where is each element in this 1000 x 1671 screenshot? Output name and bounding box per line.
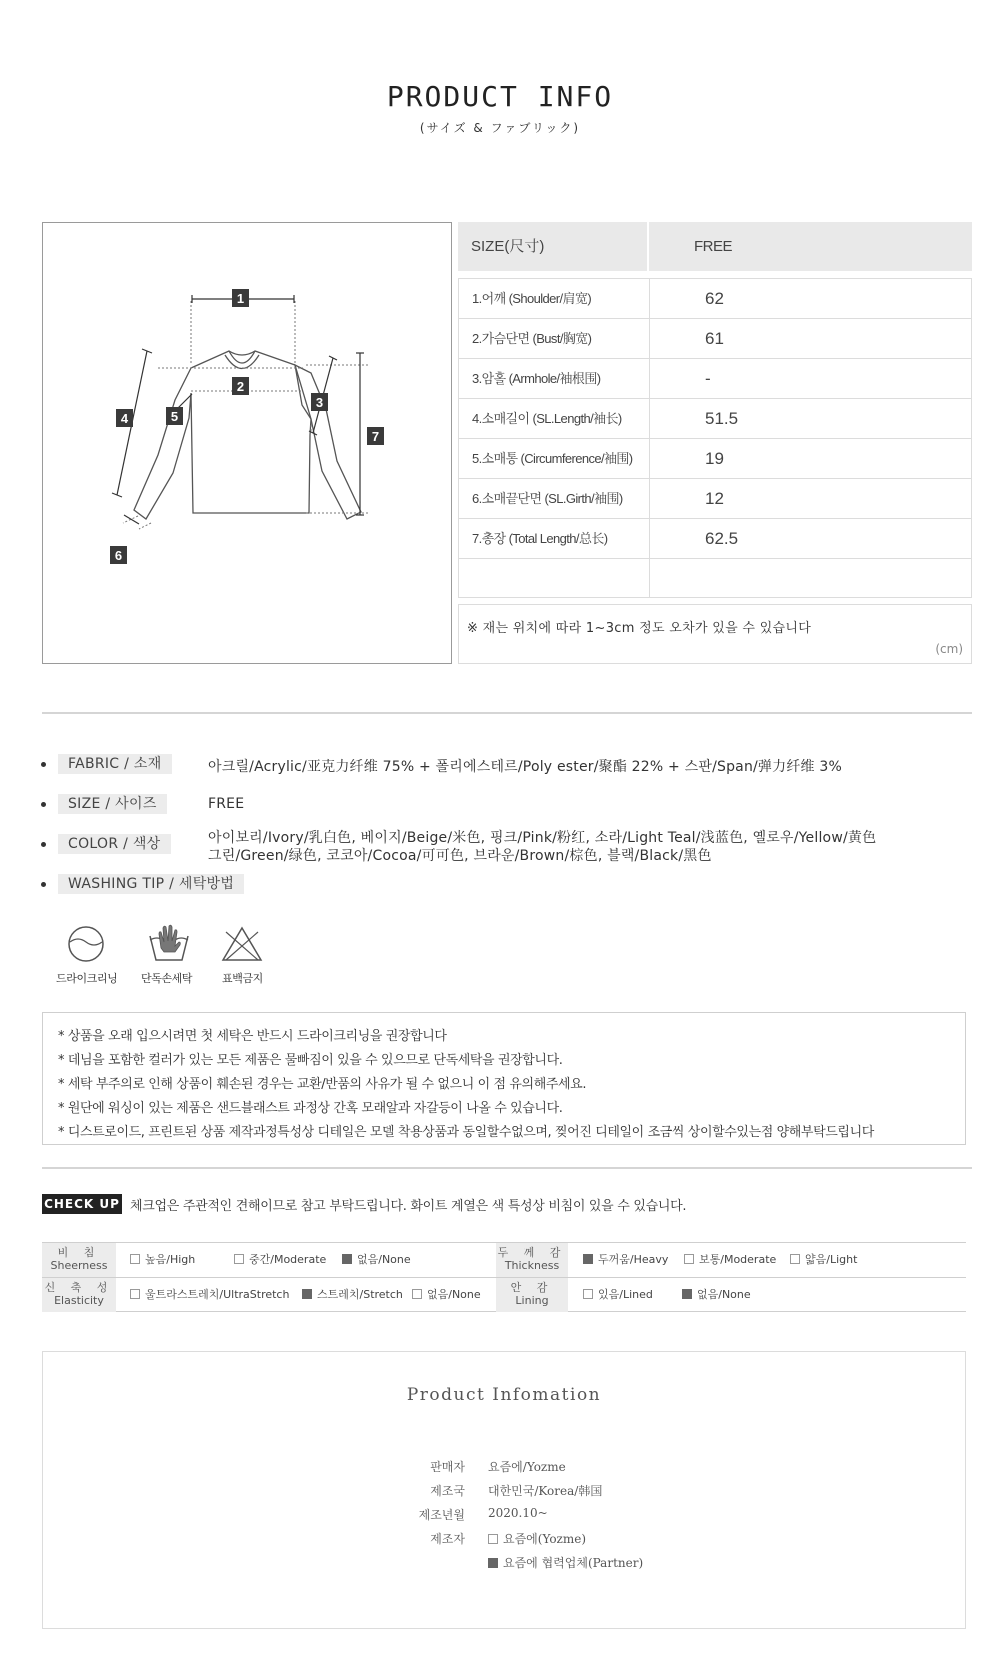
check-up-badge: CHECK UP — [42, 1194, 122, 1214]
sheerness-option-moderate: 중간/Moderate — [234, 1243, 326, 1277]
table-row — [458, 438, 972, 478]
no-bleach-icon — [220, 924, 264, 964]
sweater-outline-illustration — [43, 223, 451, 663]
checkbox-icon — [488, 1534, 498, 1544]
thickness-option-moderate: 보통/Moderate — [684, 1243, 776, 1277]
maker-key: 제조자 — [430, 1532, 465, 1546]
table-row — [458, 398, 972, 438]
size-table-header — [458, 222, 972, 271]
elasticity-label-en: Elasticity — [54, 1294, 104, 1307]
marker-4-label: 4 — [120, 411, 129, 426]
table-row — [458, 518, 972, 558]
checkbox-icon — [684, 1254, 694, 1264]
marker-2-label: 2 — [236, 379, 245, 394]
checkbox-icon — [234, 1254, 244, 1264]
care-note: * 원단에 워싱이 있는 제품은 샌드블래스트 과정상 간혹 모래알과 자갈등이 나올 수 있습니다. — [58, 1101, 563, 1116]
size-row-value: 19 — [705, 449, 724, 468]
elasticity-label — [42, 1278, 116, 1312]
lining-label-en: Lining — [515, 1294, 549, 1307]
checkbox-icon — [130, 1254, 140, 1264]
lining-option-none: 없음/None — [682, 1278, 751, 1312]
size-row-label: 4.소매길이 (SL.Length/袖长) — [459, 399, 650, 438]
size-row-value: 61 — [705, 329, 724, 348]
page-subtitle: (サイズ & ファブリック) — [419, 121, 581, 135]
checkbox-icon — [790, 1254, 800, 1264]
size-header-free: FREE — [694, 238, 733, 255]
size-row-value: 62 — [705, 289, 724, 308]
divider — [42, 712, 972, 714]
checkbox-icon — [412, 1289, 422, 1299]
size-row-label: 1.어깨 (Shoulder/肩宽) — [459, 279, 650, 318]
check-up-table — [42, 1242, 966, 1312]
table-row — [458, 278, 972, 318]
size-row-value: 62.5 — [705, 529, 739, 548]
elasticity-label-ko: 신 축 성 — [44, 1281, 114, 1294]
no-bleach-label: 표백금지 — [222, 972, 263, 985]
table-row — [458, 358, 972, 398]
sheerness-option-high: 높음/High — [130, 1243, 195, 1277]
size-row-label: 7.총장 (Total Length/总长) — [459, 519, 650, 558]
measurement-note: ※ 재는 위치에 따라 1~3cm 정도 오차가 있을 수 있습니다 — [467, 621, 812, 636]
size-row-value: 51.5 — [705, 409, 739, 428]
date-key: 제조년월 — [418, 1508, 465, 1522]
maker-option-partner: 요즘에 협력업체(Partner) — [488, 1554, 643, 1571]
country-key: 제조국 — [430, 1484, 465, 1498]
thickness-option-heavy: 두꺼움/Heavy — [583, 1243, 668, 1277]
product-information-box — [42, 1351, 966, 1629]
date-value: 2020.10~ — [488, 1506, 548, 1520]
sheerness-label — [42, 1243, 116, 1277]
product-information-title: Product Infomation — [406, 1385, 602, 1405]
color-value-line1: 아이보리/Ivory/乳白色, 베이지/Beige/米色, 핑크/Pink/粉红, 소라/Light Teal/浅蓝色, 옐로우/Yellow/黄色 — [208, 830, 877, 846]
checkbox-checked-icon — [583, 1254, 593, 1264]
seller-key: 판매자 — [430, 1460, 465, 1474]
marker-6-label: 6 — [114, 548, 123, 563]
measurement-unit: (cm) — [935, 642, 963, 656]
diagram-markers — [110, 289, 384, 564]
color-value-line2: 그린/Green/绿色, 코코아/Cocoa/可可色, 브라운/Brown/棕色, 블랙/Black/黑色 — [208, 848, 712, 864]
sheerness-label-ko: 비 침 — [57, 1246, 101, 1259]
dry-clean-icon — [66, 924, 106, 964]
bullet-icon — [41, 882, 46, 887]
table-row — [458, 318, 972, 358]
hand-wash-label: 단독손세탁 — [141, 972, 193, 985]
thickness-option-light: 얇음/Light — [790, 1243, 857, 1277]
sheerness-label-en: Sheerness — [50, 1259, 108, 1272]
size-value: FREE — [208, 796, 245, 812]
bullet-icon — [41, 762, 46, 767]
table-row — [458, 478, 972, 518]
checkbox-icon — [583, 1289, 593, 1299]
bullet-icon — [41, 802, 46, 807]
maker-option-yozme: 요즘에(Yozme) — [488, 1530, 586, 1547]
country-value: 대한민국/Korea/韩国 — [488, 1484, 603, 1498]
lining-label-ko: 안 감 — [510, 1281, 554, 1294]
care-note: * 데님을 포함한 컬러가 있는 모든 제품은 물빠짐이 있을 수 있으므로 단독세탁을 권장합니다. — [58, 1053, 563, 1068]
care-note: * 세탁 부주의로 인해 상품이 훼손된 경우는 교환/반품의 사유가 될 수 없으니 이 점 유의해주세요. — [58, 1077, 587, 1092]
size-row-label: 6.소매끝단면 (SL.Girth/袖围) — [459, 479, 650, 518]
washing-tip-tag: WASHING TIP / 세탁방법 — [58, 874, 244, 894]
elasticity-option-stretch: 스트레치/Stretch — [302, 1278, 403, 1312]
size-row-label: 2.가슴단면 (Bust/胸宽) — [459, 319, 650, 358]
size-row-label: 5.소매통 (Circumference/袖围) — [459, 439, 650, 478]
checkbox-checked-icon — [342, 1254, 352, 1264]
size-row-label — [459, 559, 650, 597]
checkbox-checked-icon — [682, 1289, 692, 1299]
size-row-value: - — [705, 369, 711, 388]
measurement-note-box — [458, 604, 972, 664]
size-tag: SIZE / 사이즈 — [58, 794, 167, 814]
marker-5-label: 5 — [170, 409, 179, 424]
color-tag: COLOR / 색상 — [58, 834, 171, 854]
divider — [42, 1167, 972, 1169]
page-title: PRODUCT INFO — [386, 80, 614, 113]
marker-1-label: 1 — [236, 291, 245, 306]
bullet-icon — [41, 842, 46, 847]
thickness-label — [496, 1243, 568, 1277]
size-diagram — [42, 222, 452, 664]
size-header-label: SIZE(尺寸) — [458, 222, 649, 271]
checkbox-checked-icon — [488, 1558, 498, 1568]
size-table-bottom-border — [458, 597, 972, 598]
check-up-text: 체크업은 주관적인 견해이므로 참고 부탁드립니다. 화이트 계열은 색 특성상 비침이 있을 수 있습니다. — [130, 1199, 687, 1214]
elasticity-option-ultrastretch: 울트라스트레치/UltraStretch — [130, 1278, 289, 1312]
lining-label — [496, 1278, 568, 1312]
hand-wash-icon — [147, 922, 191, 964]
thickness-label-en: Thickness — [504, 1259, 560, 1272]
care-note: * 디스트로이드, 프린트된 상품 제작과정특성상 디테일은 모델 착용상품과 동일할수없으며, 찢어진 디테일이 조금씩 상이할수있는점 양해부탁드립니다 — [58, 1125, 874, 1140]
sheerness-option-none: 없음/None — [342, 1243, 411, 1277]
seller-value: 요즘에/Yozme — [488, 1460, 566, 1474]
fabric-tag: FABRIC / 소재 — [58, 754, 172, 774]
marker-3-label: 3 — [315, 395, 324, 410]
dry-clean-label: 드라이크리닝 — [56, 972, 118, 985]
checkbox-icon — [130, 1289, 140, 1299]
checkbox-checked-icon — [302, 1289, 312, 1299]
table-row — [458, 558, 972, 597]
lining-option-lined: 있음/Lined — [583, 1278, 653, 1312]
care-notes-box — [42, 1012, 966, 1145]
size-row-value: 12 — [705, 489, 724, 508]
elasticity-option-none: 없음/None — [412, 1278, 481, 1312]
size-row-label: 3.암홀 (Armhole/袖根围) — [459, 359, 650, 398]
thickness-label-ko: 두 께 감 — [497, 1246, 567, 1259]
marker-7-label: 7 — [371, 429, 380, 444]
care-note: * 상품을 오래 입으시려면 첫 세탁은 반드시 드라이크리닝을 권장합니다 — [58, 1029, 447, 1044]
fabric-value: 아크릴/Acrylic/亚克力纤维 75% + 폴리에스테르/Poly ester/聚酯 22% + 스판/Span/弹力纤维 3% — [208, 759, 842, 775]
